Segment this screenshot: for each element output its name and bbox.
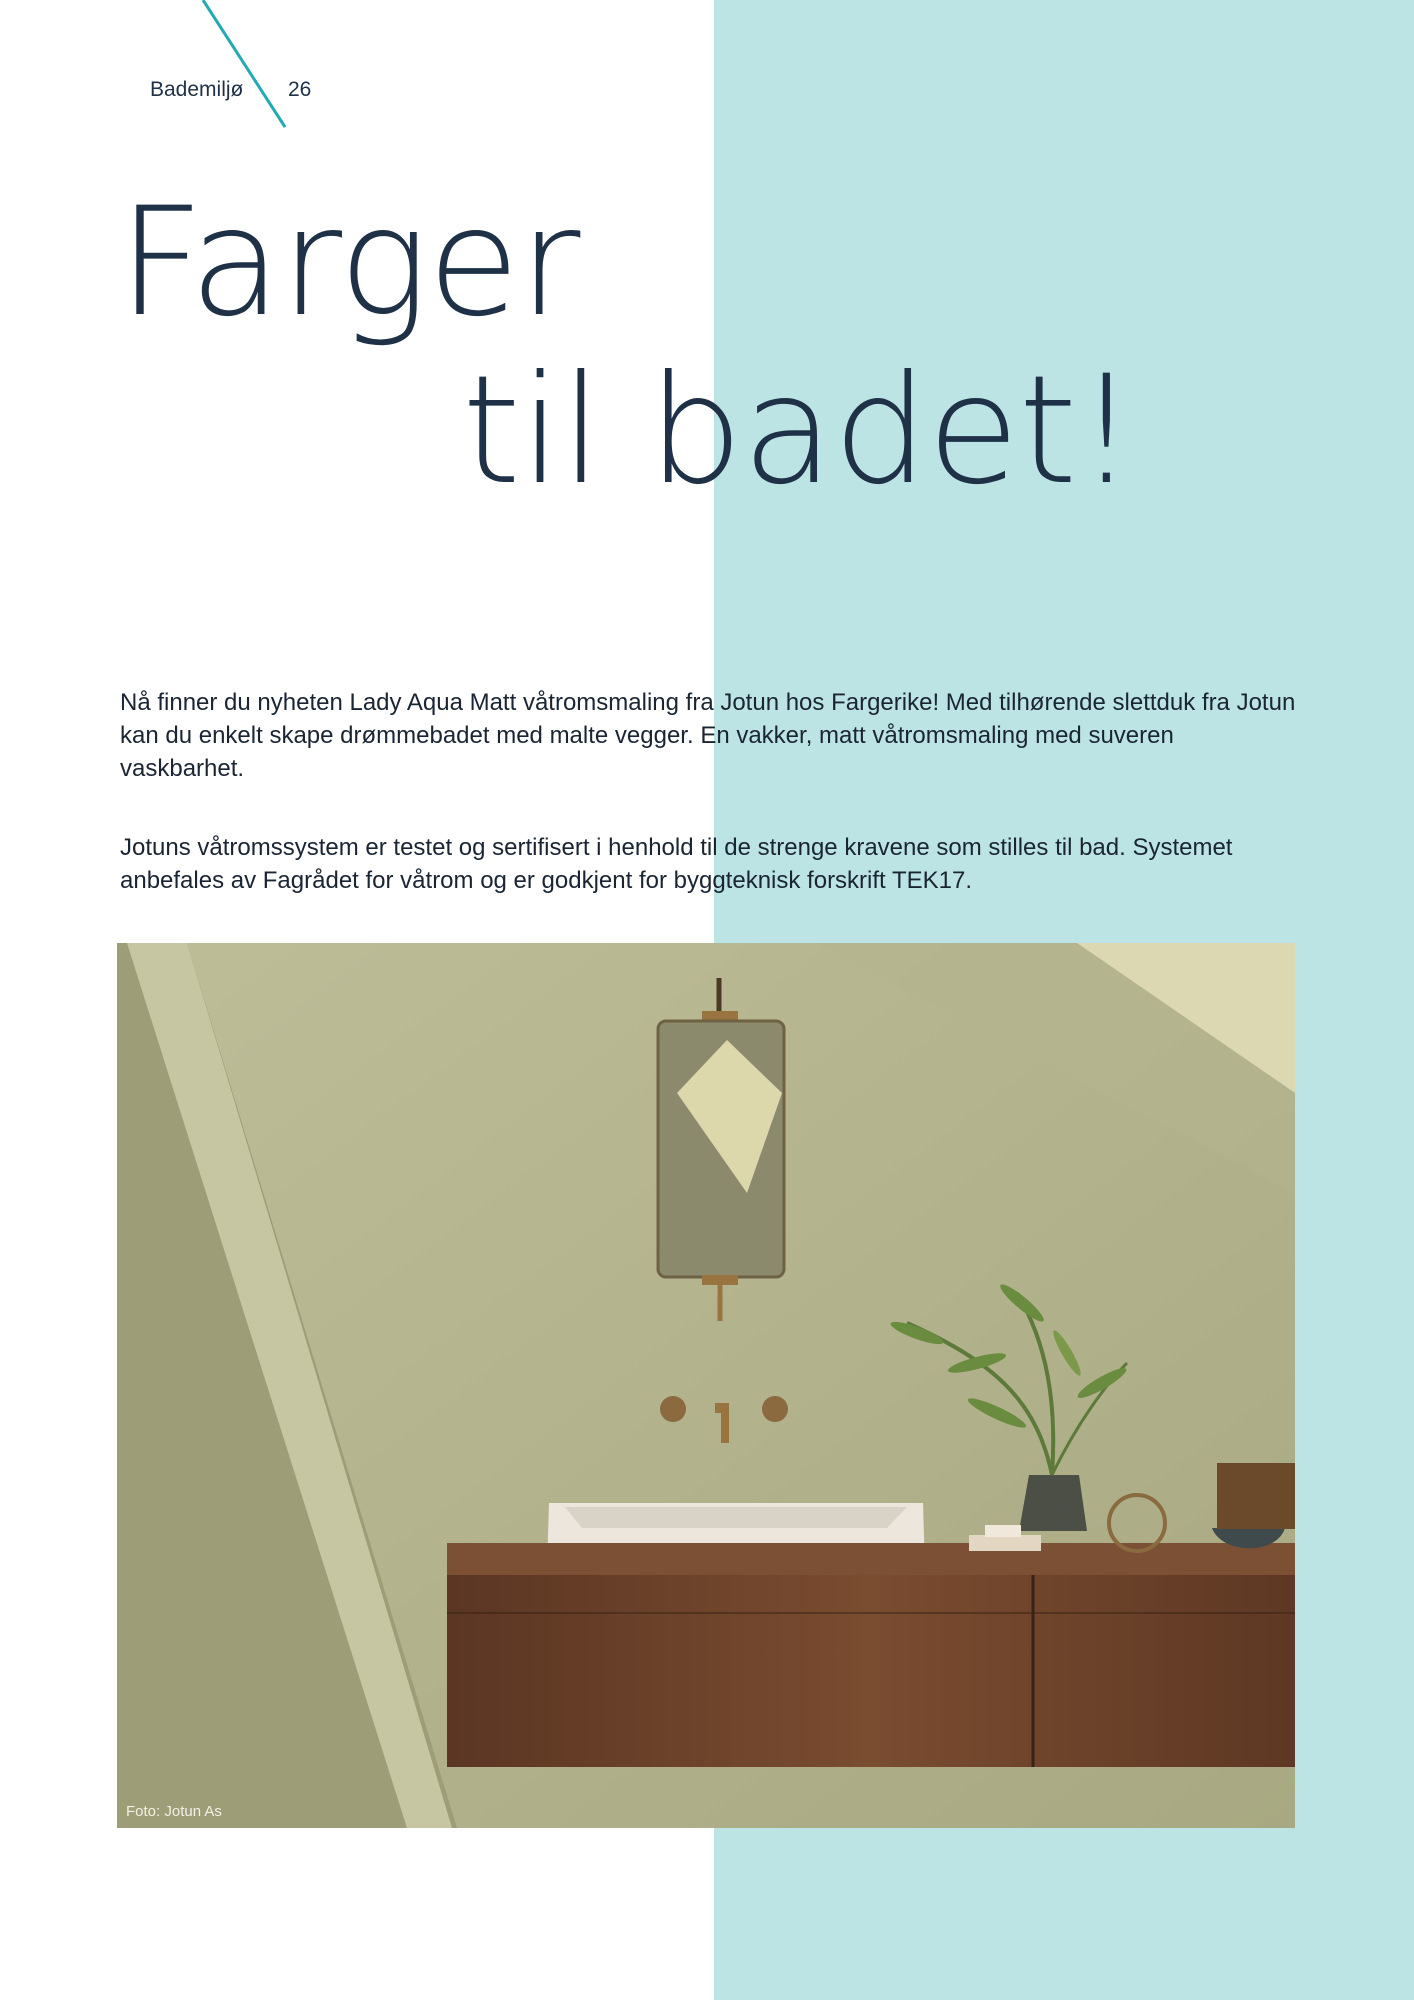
bathroom-illustration (117, 943, 1295, 1828)
headline-line-2: til badet! (462, 344, 1136, 518)
bathroom-photo (117, 943, 1295, 1828)
body-paragraph-1: Nå finner du nyheten Lady Aqua Matt våtromsmaling fra Jotun hos Fargerike! Med tilhørende slettduk fra Jotun kan du enkelt skape drømmebadet med malte vegger. En vakker, matt våtromsmaling med suveren vaskbarhet. (120, 689, 1296, 782)
section-label: Bademiljø (150, 78, 244, 101)
photo-credit: Foto: Jotun As (126, 1803, 222, 1820)
headline-line-1: Farger (118, 176, 580, 350)
body-paragraph-2: Jotuns våtromssystem er testet og sertifisert i henhold til de strenge kravene som stilles til bad. Systemet anbefales av Fagrådet for våtrom og er godkjent for byggteknisk forskrift TEK17. (120, 834, 1233, 894)
header-slash-line (0, 0, 300, 140)
page-number: 26 (288, 78, 312, 101)
